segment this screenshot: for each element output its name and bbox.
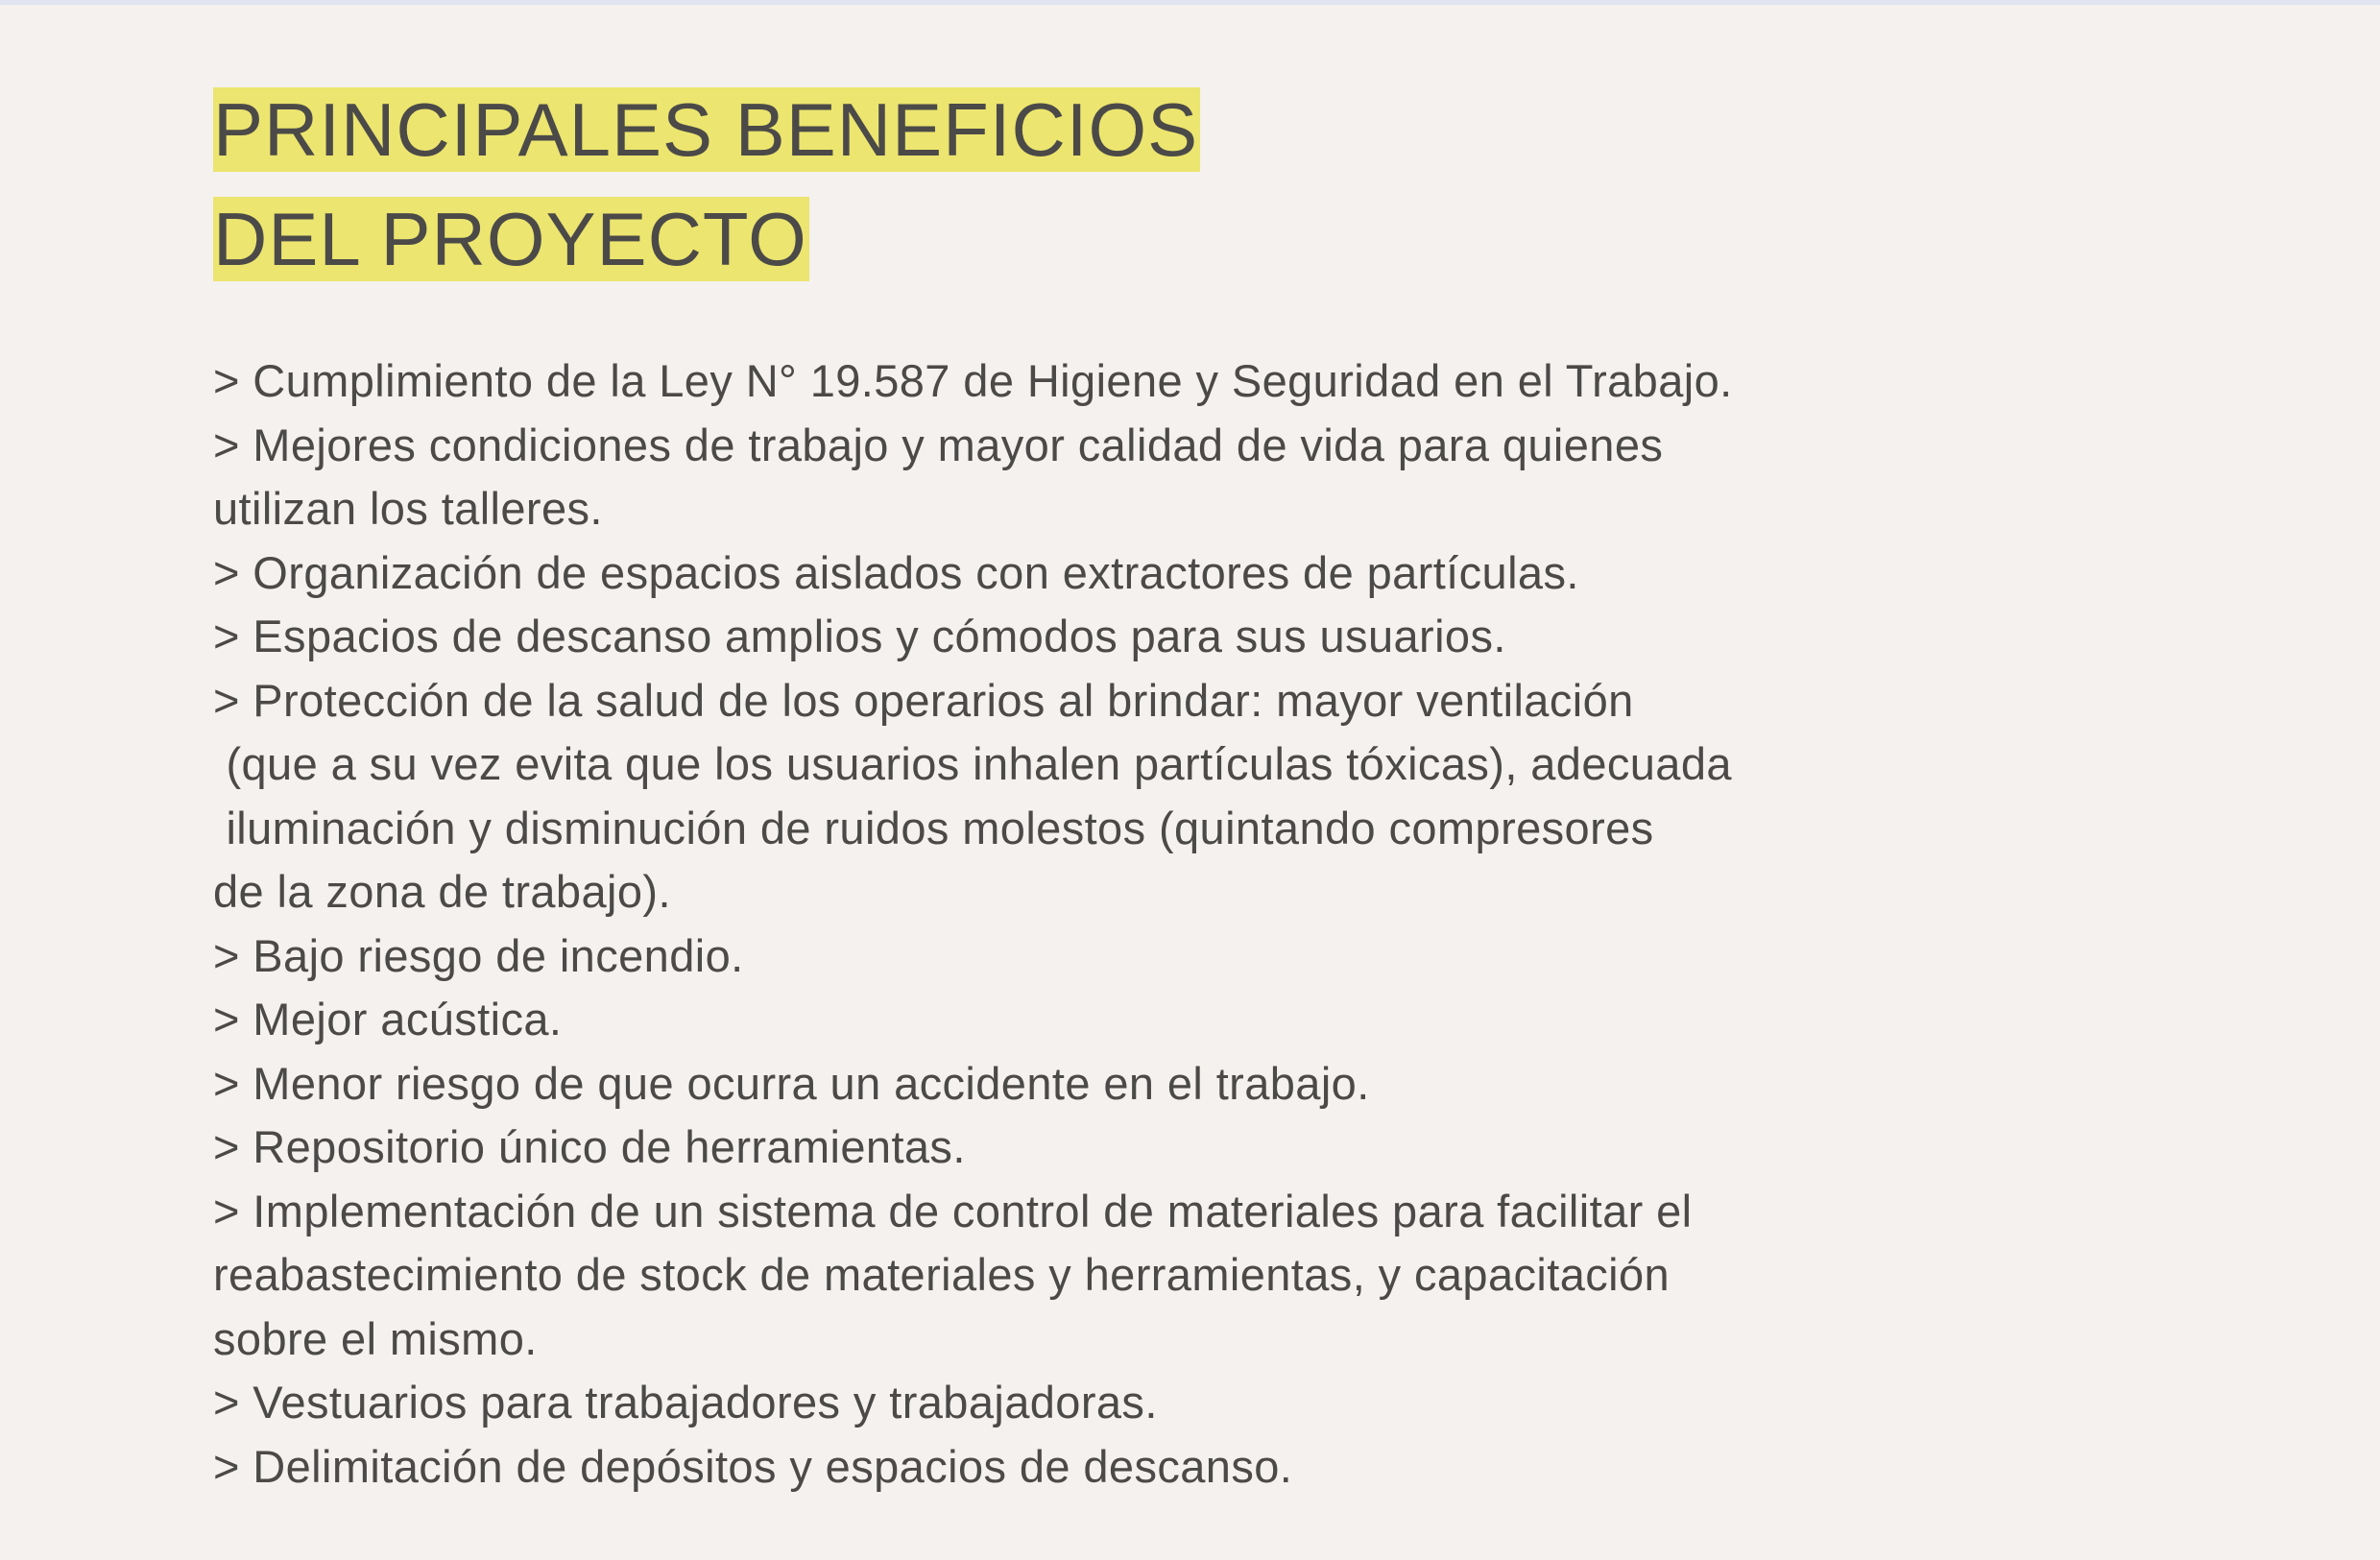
benefit-line: iluminación y disminución de ruidos molestos (quintando compresores (213, 802, 1654, 853)
benefit-line: > Cumplimiento de la Ley N° 19.587 de Higiene y Seguridad en el Trabajo. (213, 355, 1733, 406)
benefit-line: > Repositorio único de herramientas. (213, 1121, 966, 1172)
benefit-line: > Organización de espacios aislados con extractores de partículas. (213, 546, 1579, 598)
title-line-1 (213, 75, 2229, 184)
benefit-line: utilizan los talleres. (213, 483, 603, 534)
benefit-line: (que a su vez evita que los usuarios inhalen partículas tóxicas), adecuada (213, 738, 1732, 789)
benefit-line: > Mejores condiciones de trabajo y mayor calidad de vida para quienes (213, 419, 1664, 470)
benefit-line: > Vestuarios para trabajadores y trabajadoras. (213, 1377, 1158, 1428)
page-title (213, 75, 2229, 294)
benefit-line: > Protección de la salud de los operarios al brindar: mayor ventilación (213, 674, 1634, 726)
benefit-line: sobre el mismo. (213, 1312, 538, 1364)
top-border (0, 0, 2380, 5)
title-highlight-1: PRINCIPALES BENEFICIOS (213, 87, 1199, 172)
title-line-2 (213, 184, 2229, 294)
benefits-list (213, 349, 2229, 1499)
benefit-line: de la zona de trabajo). (213, 866, 671, 917)
benefit-line: > Menor riesgo de que ocurra un accidente en el trabajo. (213, 1057, 1370, 1109)
title-highlight-2: DEL PROYECTO (213, 197, 807, 281)
benefit-line: reabastecimiento de stock de materiales y herramientas, y capacitación (213, 1249, 1671, 1300)
benefit-line: > Mejor acústica. (213, 994, 563, 1044)
benefit-line: > Bajo riesgo de incendio. (213, 929, 744, 981)
benefit-line: > Delimitación de depósitos y espacios de descanso. (213, 1440, 1293, 1492)
benefit-line: > Espacios de descanso amplios y cómodos para sus usuarios. (213, 611, 1506, 661)
benefit-line: > Implementación de un sistema de control de materiales para facilitar el (213, 1185, 1693, 1236)
document-content (213, 75, 2229, 1499)
